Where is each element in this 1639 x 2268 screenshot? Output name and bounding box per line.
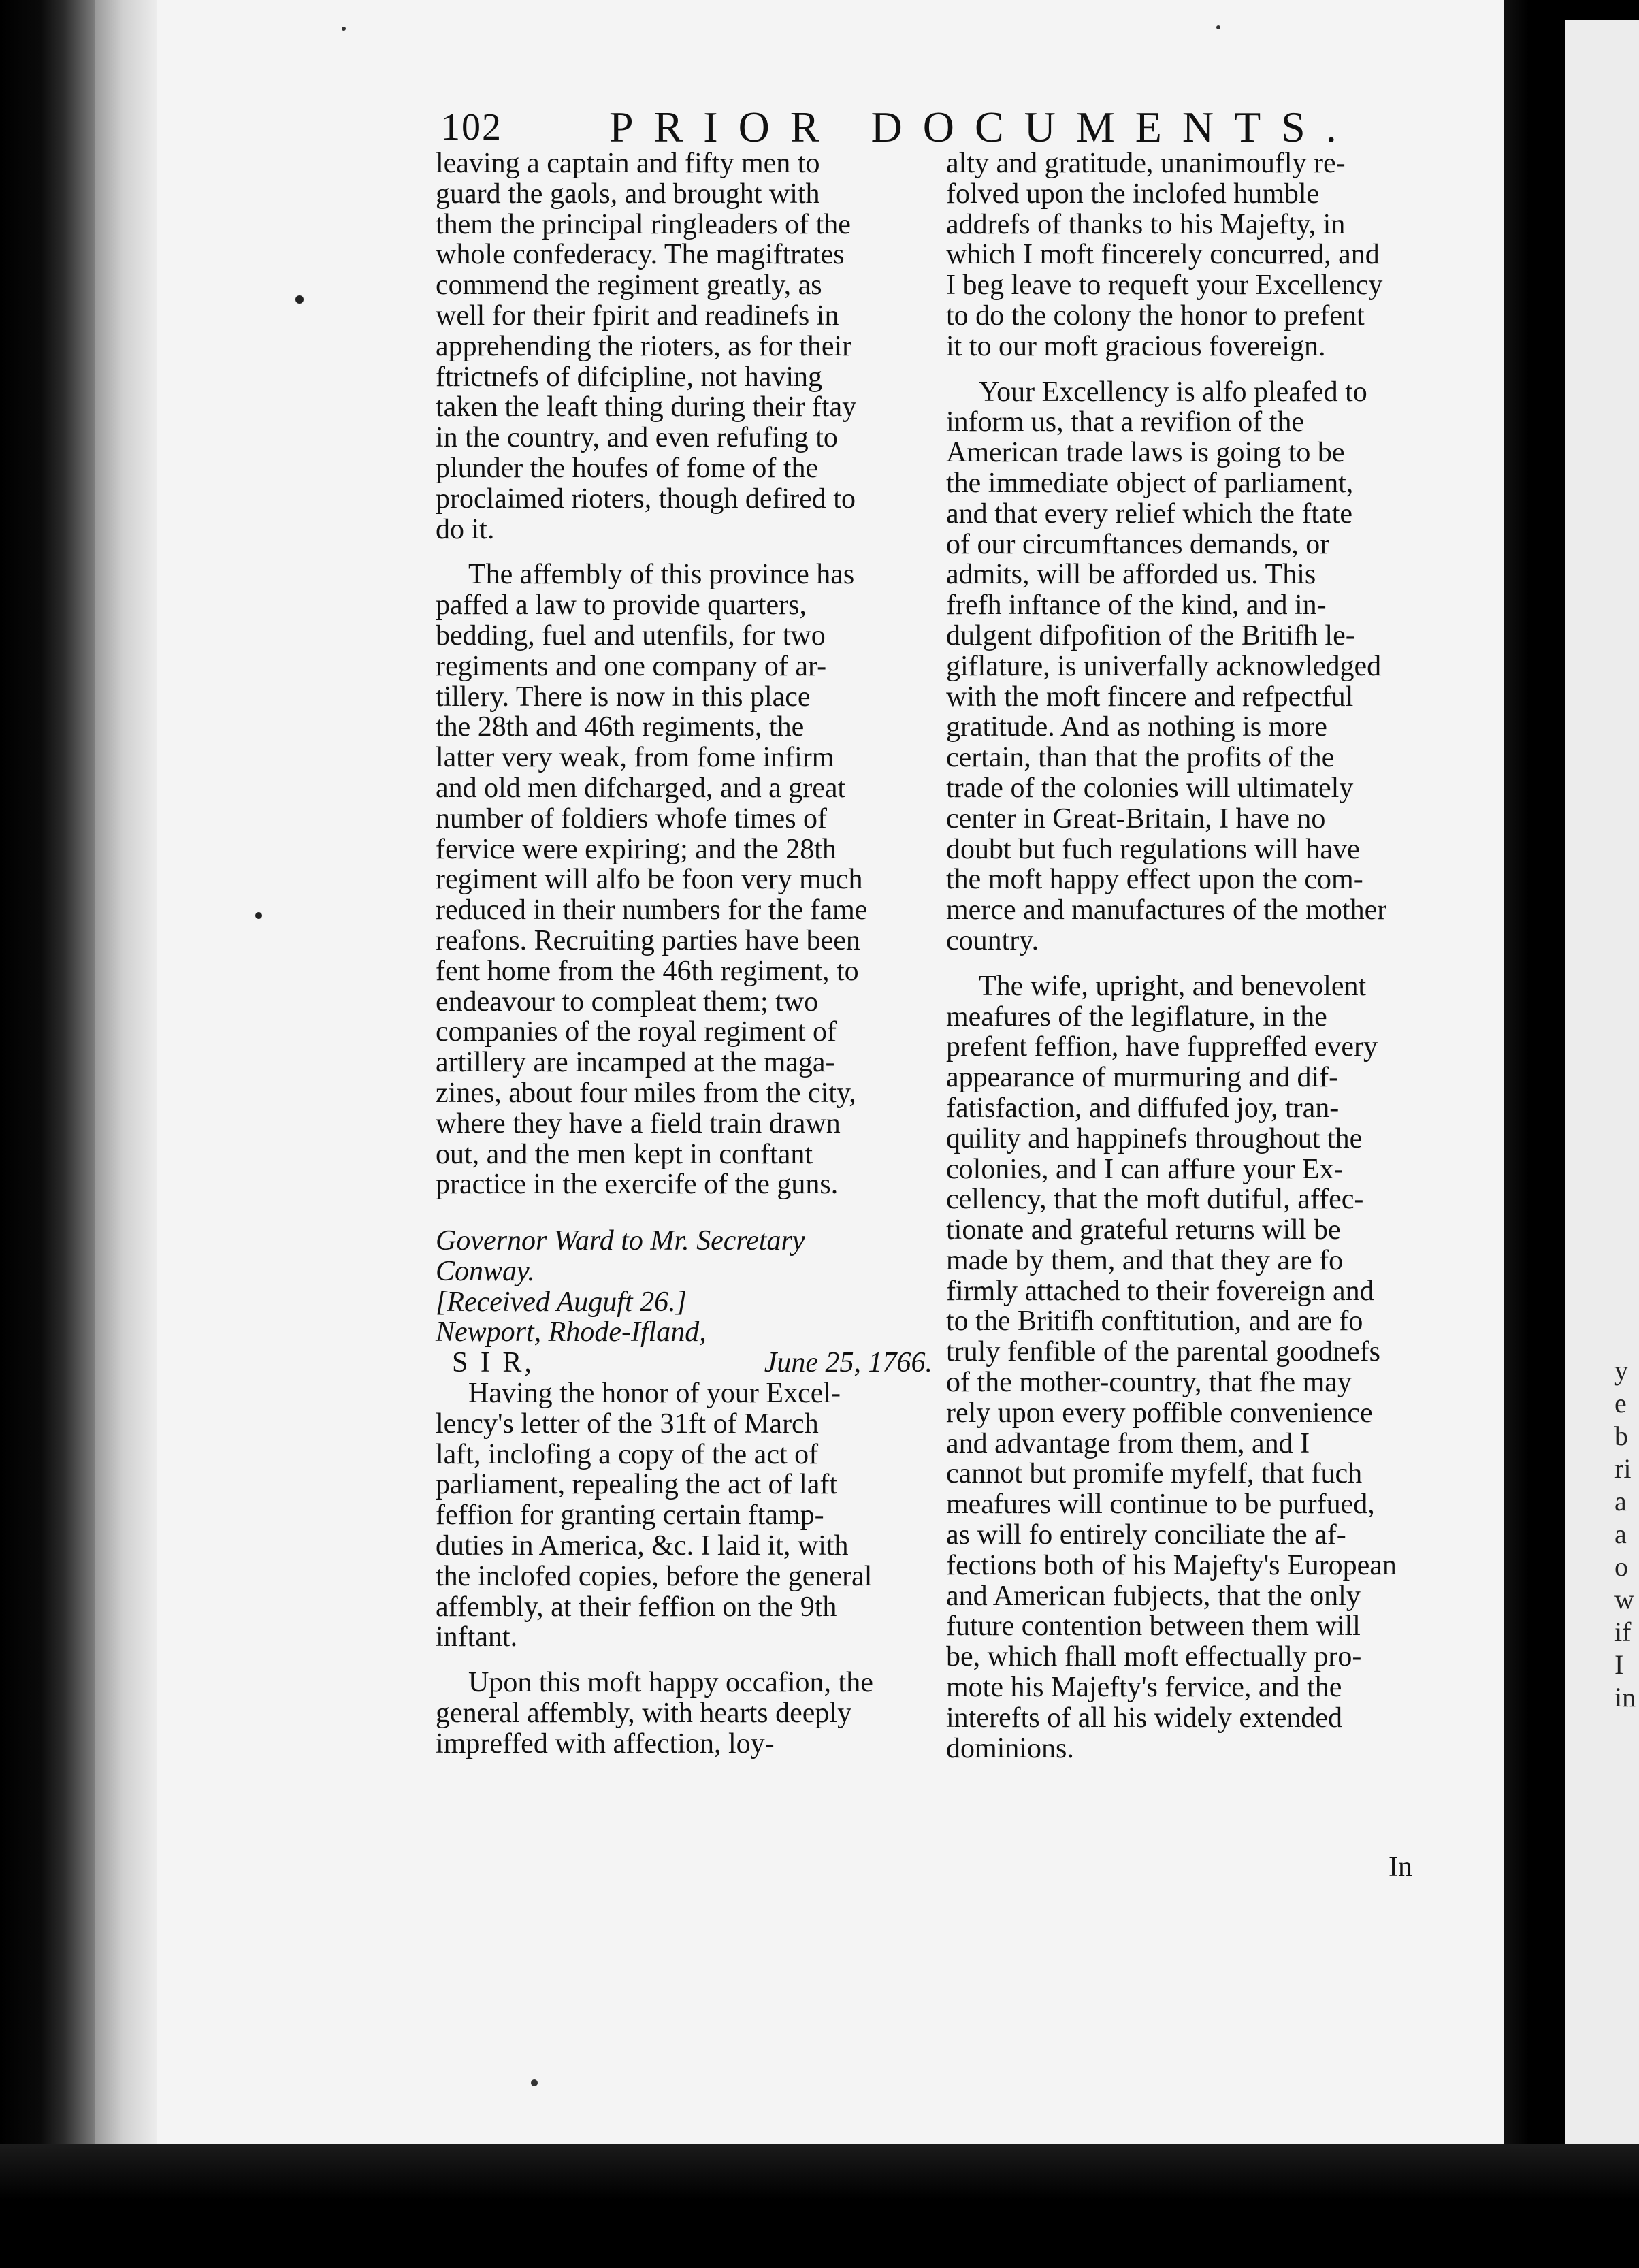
fragment: a: [1614, 1486, 1627, 1517]
text-line: be, which fhall moft effectually pro-: [946, 1641, 1362, 1673]
text-line: fervice were expiring; and the 28th: [436, 833, 837, 865]
text-line: taken the leaft thing during their ftay: [436, 391, 857, 423]
text-line: the moft happy effect upon the com-: [946, 864, 1363, 896]
text-line: apprehending the rioters, as for their: [436, 330, 852, 362]
text-line: and old men difcharged, and a great: [436, 772, 846, 804]
text-line: artillery are incamped at the maga-: [436, 1047, 835, 1079]
text-line: country.: [946, 924, 1039, 956]
running-title: PRIOR DOCUMENTS.: [609, 103, 1357, 151]
text-line: doubt but fuch regulations will have: [946, 833, 1360, 865]
text-line: trade of the colonies will ultimately: [946, 772, 1354, 804]
text-line: impreffed with affection, loy-: [436, 1728, 775, 1760]
text-line: regiments and one company of ar-: [436, 650, 827, 682]
text-line: certain, than that the profits of the: [946, 742, 1335, 774]
text-line: firmly attached to their fovereign and: [946, 1275, 1374, 1307]
text-line: truly fenfible of the parental goodnefs: [946, 1336, 1380, 1368]
fragment: y: [1614, 1355, 1628, 1386]
text-line: mote his Majefty's fervice, and the: [946, 1672, 1342, 1704]
text-line: feffion for granting certain ftamp-: [436, 1500, 824, 1532]
text-line: fent home from the 46th regiment, to: [436, 955, 859, 987]
text-line: whole confederacy. The magiftrates: [436, 239, 845, 271]
text-line: out, and the men kept in conftant: [436, 1138, 813, 1170]
text-line: center in Great-Britain, I have no: [946, 803, 1326, 835]
catchword: In: [1389, 1851, 1412, 1883]
text-line: proclaimed rioters, though defired to: [436, 483, 856, 515]
text-line: with the moft fincere and refpectful: [946, 681, 1354, 713]
text-line: inftant.: [436, 1621, 518, 1653]
text-line: American trade laws is going to be: [946, 437, 1345, 469]
text-line: number of foldiers whofe times of: [436, 803, 828, 835]
text-line: to do the colony the honor to prefent: [946, 299, 1365, 331]
text-line: the inclofed copies, before the general: [436, 1560, 873, 1592]
text-line: reduced in their numbers for the fame: [436, 894, 868, 926]
text-line: meafures will continue to be purfued,: [946, 1489, 1375, 1521]
letter-title: Governor Ward to Mr. Secretary: [436, 1225, 805, 1257]
text-line: commend the regiment greatly, as: [436, 270, 822, 302]
fragment: w: [1614, 1584, 1634, 1615]
text-line: lency's letter of the 31ft of March: [436, 1408, 819, 1440]
text-line: alty and gratitude, unanimoufly re-: [946, 148, 1346, 179]
text-line: giflature, is univerfally acknowledged: [946, 650, 1382, 682]
salutation: S I R,: [452, 1347, 534, 1379]
text-line: zines, about four miles from the city,: [436, 1077, 856, 1109]
text-line: parliament, repealing the act of laft: [436, 1469, 838, 1501]
text-line: bedding, fuel and utenfils, for two: [436, 619, 826, 651]
text-line: well for their fpirit and readinefs in: [436, 299, 839, 331]
text-line: interefts of all his widely extended: [946, 1702, 1342, 1734]
text-line: the 28th and 46th regiments, the: [436, 711, 805, 743]
text-line: reafons. Recruiting parties have been: [436, 924, 860, 956]
text-line: of our circumftances demands, or: [946, 528, 1330, 560]
text-line: leaving a captain and fifty men to: [436, 148, 820, 179]
text-line: duties in America, &c. I laid it, with: [436, 1530, 849, 1562]
text-line: paffed a law to provide quarters,: [436, 589, 807, 621]
text-line: as will fo entirely conciliate the af-: [946, 1519, 1346, 1551]
fragment: if: [1614, 1617, 1632, 1647]
text-line: cannot but promife myfelf, that fuch: [946, 1458, 1363, 1490]
text-line: cellency, that the moft dutiful, affec-: [946, 1184, 1364, 1216]
text-line: rely upon every poffible convenience: [946, 1397, 1373, 1429]
text-line: affembly, at their feffion on the 9th: [436, 1591, 837, 1623]
fragment: o: [1614, 1551, 1628, 1582]
fragment: b: [1614, 1421, 1628, 1451]
text-line: Upon this moft happy occafion, the: [468, 1667, 873, 1699]
text-line: plunder the houfes of fome of the: [436, 452, 819, 484]
text-line: The affembly of this province has: [468, 559, 855, 591]
text-line: tionate and grateful returns will be: [946, 1214, 1341, 1246]
text-line: colonies, and I can affure your Ex-: [946, 1153, 1344, 1185]
text-line: dulgent difpofition of the Britifh le-: [946, 619, 1355, 651]
text-line: prefent feffion, have fuppreffed every: [946, 1031, 1378, 1063]
text-line: merce and manufactures of the mother: [946, 894, 1387, 926]
text-line: latter very weak, from fome infirm: [436, 742, 834, 774]
received-date: [Received Auguft 26.]: [436, 1286, 687, 1318]
text-line: and advantage from them, and I: [946, 1427, 1310, 1459]
fragment: ri: [1614, 1453, 1632, 1484]
text-line: dominions.: [946, 1732, 1074, 1764]
text-line: in the country, and even refufing to: [436, 422, 838, 454]
text-line: and American fubjects, that the only: [946, 1580, 1361, 1612]
text-line: inform us, that a revifion of the: [946, 406, 1305, 438]
text-line: of the mother-country, that fhe may: [946, 1367, 1352, 1399]
text-line: regiment will alfo be foon very much: [436, 864, 863, 896]
fragment: I: [1614, 1649, 1624, 1680]
place-line: Newport, Rhode-Ifland,: [436, 1316, 707, 1348]
text-line: fatisfaction, and diffufed joy, tran-: [946, 1092, 1340, 1124]
text-line: gratitude. And as nothing is more: [946, 711, 1327, 743]
text-line: addrefs of thanks to his Majefty, in: [946, 208, 1346, 240]
text-line: laft, inclofing a copy of the act of: [436, 1438, 819, 1470]
text-line: I beg leave to requeft your Excellency: [946, 270, 1383, 302]
text-line: appearance of murmuring and dif-: [946, 1062, 1339, 1094]
text-line: and that every relief which the ftate: [946, 498, 1353, 530]
text-line: Your Excellency is alfo pleafed to: [979, 376, 1367, 408]
text-line: it to our moft gracious fovereign.: [946, 330, 1326, 362]
text-line: to the Britifh conftitution, and are fo: [946, 1306, 1363, 1338]
text-line: general affembly, with hearts deeply: [436, 1698, 852, 1730]
text-line: made by them, and that they are fo: [946, 1244, 1344, 1276]
text-line: ftrictnefs of difcipline, not having: [436, 361, 823, 393]
text-line: them the principal ringleaders of the: [436, 208, 851, 240]
fragment: e: [1614, 1388, 1627, 1419]
text-line: meafures of the legiflature, in the: [946, 1001, 1327, 1033]
letter-title-continued: Conway.: [436, 1255, 535, 1287]
fragment: in: [1614, 1682, 1636, 1713]
text-line: guard the gaols, and brought with: [436, 178, 820, 210]
text-line: companies of the royal regiment of: [436, 1016, 837, 1048]
text-line: tillery. There is now in this place: [436, 681, 811, 713]
text-line: fections both of his Majefty's European: [946, 1549, 1397, 1581]
text-line: frefh inftance of the kind, and in-: [946, 589, 1327, 621]
text-line: The wife, upright, and benevolent: [979, 970, 1367, 1002]
letter-date: June 25, 1766.: [764, 1347, 932, 1379]
text-line: where they have a field train drawn: [436, 1107, 841, 1139]
text-line: practice in the exercife of the guns.: [436, 1169, 839, 1201]
text-line: quility and happinefs throughout the: [946, 1122, 1363, 1154]
text-line: which I moft fincerely concurred, and: [946, 239, 1380, 271]
text-line: the immediate object of parliament,: [946, 467, 1354, 499]
text-line: Having the honor of your Excel-: [468, 1378, 841, 1410]
text-line: endeavour to compleat them; two: [436, 986, 819, 1018]
text-line: admits, will be afforded us. This: [946, 559, 1316, 591]
text-line: folved upon the inclofed humble: [946, 178, 1320, 210]
fragment: a: [1614, 1519, 1627, 1549]
text-line: do it.: [436, 513, 495, 545]
page-number: 102: [441, 106, 502, 148]
text-line: future contention between them will: [946, 1610, 1361, 1642]
